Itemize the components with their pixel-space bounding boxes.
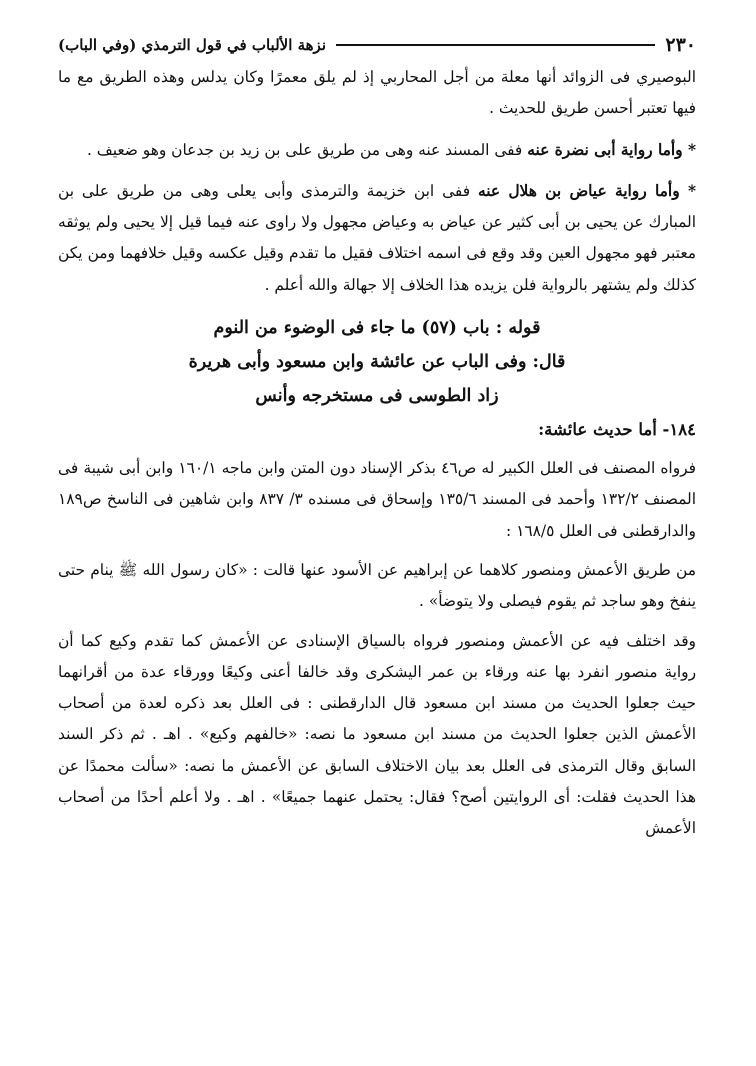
paragraph-5: من طريق الأعمش ومنصور كلاهما عن إبراهيم عن الأسود عنها قالت : «كان رسول الله ﷺ ينام حتى ينفخ وهو ساجد ثم يقوم فيصلى ولا يتوضأ» . — [58, 560, 696, 611]
running-title: نزهة الألباب في قول الترمذي (وفي الباب) — [58, 36, 326, 54]
paragraph-2 — [58, 135, 696, 166]
chapter-line-2: قال: وفى الباب عن عائشة وابن مسعود وأبى هريرة — [188, 352, 566, 373]
paragraph-2-text: ففى المسند عنه وهى من طريق على بن زيد بن جدعان وهو ضعيف . — [87, 140, 528, 159]
book-page — [58, 28, 696, 1056]
page-header — [58, 28, 696, 62]
page-number: ٢٣٠ — [665, 34, 696, 56]
paragraph-2-lead: * وأما رواية أبى نضرة عنه — [527, 140, 696, 159]
paragraph-4: فرواه المصنف فى العلل الكبير له ص٤٦ بذكر الإسناد دون المتن وابن ماجه ١٦٠/١ وابن أبى شيبة فى المصنف ١٣٢/٢ وأحمد فى المسند ١٣٥/٦ وإسحاق فى مسنده ٣/ ٨٣٧ وابن شاهين فى الناسخ ص١٨٩ والدارقطنى فى العلل ١٦٨/٥ : — [58, 459, 697, 540]
chapter-title: قوله : باب (٥٧) ما جاء فى الوضوء من النوم — [213, 318, 541, 339]
chapter-line-3: زاد الطوسى فى مستخرجه وأنس — [255, 386, 499, 407]
paragraph-6: وقد اختلف فيه عن الأعمش ومنصور فرواه بالسياق الإسنادى عن الأعمش كما تقدم وكيع كما أن رواية منصور انفرد بها عنه ورقاء بن عمر اليشكرى وقد خالفا أعنى وكيعًا وورقاء عدة من أقرانهما حيث جعلوا الحديث من مسند ابن مسعود قال الدارقطنى : فى العلل بعد ذكره لعدة من أصحاب الأعمش الذين جعلوا الحديث من مسند ابن مسعود ما نصه: «خالفهم وكيع» . اهـ . ثم ذكر السند السابق وقال الترمذى فى العلل بعد بيان الاختلاف السابق عن الأعمش ما نصه: «سألت محمدًا عن هذا الحديث فقلت: أى الروايتين أصح؟ فقال: يحتمل عنهما جميعًا» . اهـ . ولا أعلم أحدًا من أصحاب الأعمش — [58, 631, 696, 838]
paragraph-3-lead: * وأما رواية عياض بن هلال عنه — [477, 181, 697, 200]
paragraph-3-text: ففى ابن خزيمة والترمذى وأبى يعلى وهى من طريق على بن المبارك عن يحيى بن أبى كثير عن عياض به وعياض مجهول ولا راوى عنه فيما قيل إلا يحيى ولم يوثقه معتبر فهو مجهول العين وقد وقع فى اسمه اختلاف فقيل ما تقدم وقيل عكسه وقيل خلافهما ومن يكن كذلك ولم يشتهر بالرواية فلن يزيده هذا الخلاف إلا جهالة والله أعلم . — [58, 181, 696, 294]
paragraph-1: البوصيري فى الزوائد أنها معلة من أجل المحاربي إذ لم يلق معمرًا وكان يدلس وهذه الطريق مع ما فيها تعتبر أحسن طريق للحديث . — [58, 68, 696, 118]
paragraph-3 — [58, 176, 696, 301]
header-rule — [336, 44, 655, 46]
section-subheading: ١٨٤- أما حديث عائشة: — [538, 420, 696, 440]
